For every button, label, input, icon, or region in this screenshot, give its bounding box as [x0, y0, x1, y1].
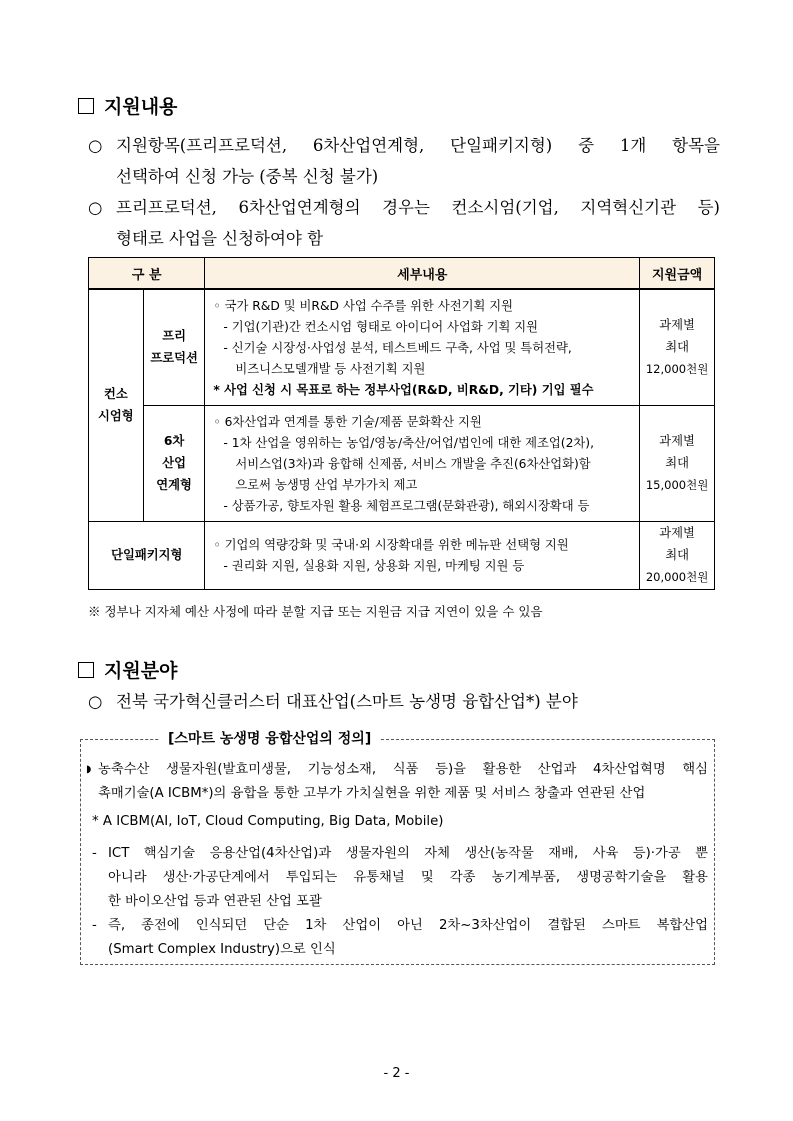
- bullet-paragraph: [88, 686, 720, 717]
- dash-bullet: -: [92, 918, 97, 933]
- checkbox-square-icon: [78, 98, 94, 114]
- header-category: 구 분: [89, 258, 205, 290]
- section-heading-support-content: [78, 92, 177, 119]
- detail-line: ◦ 6차산업과 연계를 통한 기술/제품 문화확산 지원: [213, 414, 482, 429]
- circle-bullet-icon: ○: [88, 692, 103, 711]
- definition-item: [86, 758, 708, 806]
- single-package-amount: [640, 521, 715, 589]
- label-line: 시엄형: [98, 409, 134, 424]
- detail-line: - 권리화 지원, 실용화 지원, 상용화 지원, 마케팅 지원 등: [223, 559, 525, 573]
- section-heading-support-field: [78, 656, 177, 683]
- support-table: [88, 257, 715, 590]
- detail-line: - 기업(기관)간 컨소시엄 형태로 아이디어 사업화 기획 지원: [223, 319, 539, 334]
- amount-line: 15,000천원: [645, 478, 709, 492]
- page-number: - 2 -: [383, 1066, 410, 1081]
- label-line: 6차: [163, 434, 185, 448]
- paragraph-line: 형태로 사업을 신청하여야 함: [116, 229, 324, 248]
- dash-bullet: -: [92, 846, 97, 861]
- preproduction-label: [143, 289, 205, 405]
- detail-line: - 신기술 시장성·사업성 분석, 테스트베드 구축, 사업 및 특허전략,: [223, 340, 572, 355]
- detail-line: ◦ 기업의 역량강화 및 국내·외 시장확대를 위한 메뉴판 선택형 지원: [213, 538, 569, 552]
- label-line: 프리: [162, 329, 186, 344]
- half-circle-bullet-icon: ◗: [86, 764, 92, 775]
- label-line: 프로덕션: [150, 351, 198, 366]
- consortium-label: [89, 289, 144, 521]
- amount-line: 20,000천원: [645, 570, 709, 584]
- definition-line: * A ICBM(AI, IoT, Cloud Computing, Big Data, Mobile): [92, 814, 444, 829]
- detail-line: 으로써 농생명 산업 부가가치 제고: [235, 477, 418, 492]
- amount-line: 과제별: [659, 434, 695, 448]
- label-line: 컨소: [103, 387, 128, 402]
- definition-title: [스마트 농생명 융합산업의 정의]: [160, 728, 379, 748]
- paragraph-line: 프리프로덕션, 6차산업연계형의 경우는 컨소시엄(기업, 지역혁신기관 등): [116, 198, 720, 217]
- definition-line: 촉매기술(A ICBM*)의 융합을 통한 고부가 가치실현을 위한 제품 및 서비스 창출과 연관된 산업: [98, 786, 646, 801]
- header-details: 세부내용: [205, 258, 640, 290]
- bullet-paragraph: [88, 130, 720, 192]
- detail-line: ◦ 국가 R&D 및 비R&D 사업 수주를 위한 사전기획 지원: [213, 298, 513, 313]
- detail-line: 비즈니스모델개발 등 사전기획 지원: [235, 361, 426, 376]
- section-title: 지원분야: [104, 660, 178, 682]
- detail-line: - 상품가공, 향토자원 활용 체험프로그램(문화관광), 해외시장확대 등: [223, 498, 590, 513]
- definition-line: 한 바이오산업 등과 연관된 산업 포괄: [108, 894, 322, 909]
- sixth-industry-amount: [640, 405, 715, 521]
- single-package-details: [205, 521, 640, 589]
- table-row-single-package: [89, 521, 715, 589]
- section-title: 지원내용: [104, 96, 178, 118]
- amount-line: 과제별: [659, 318, 695, 333]
- header-amount: 지원금액: [640, 258, 715, 290]
- sixth-industry-details: [205, 405, 640, 521]
- definition-line: 아니라 생산·가공단계에서 투입되는 유통채널 및 각종 농기계부품, 생명공학기술을 활용: [108, 870, 708, 885]
- amount-line: 최대: [665, 340, 689, 355]
- label-line: 산업: [162, 456, 186, 470]
- amount-line: 최대: [665, 548, 689, 562]
- definition-line: ICT 핵심기술 응용산업(4차산업)과 생물자원의 자체 생산(농작물 재배, 사육 등)·가공 뿐: [108, 846, 708, 861]
- table-row-preproduction: [89, 289, 715, 405]
- table-row-sixth-industry: [89, 405, 715, 521]
- bullet-paragraph: [88, 192, 720, 254]
- single-package-label: 단일패키지형: [89, 521, 205, 589]
- circle-bullet-icon: ○: [88, 136, 103, 155]
- preproduction-details: [205, 289, 640, 405]
- detail-line: 서비스업(3차)과 융합해 신제품, 서비스 개발을 추진(6차산업화)함: [235, 456, 591, 471]
- amount-line: 최대: [665, 456, 689, 470]
- definition-item: [92, 810, 708, 834]
- sixth-industry-label: [143, 405, 205, 521]
- amount-line: 12,000천원: [645, 362, 709, 377]
- preproduction-amount: [640, 289, 715, 405]
- table-header-row: [89, 258, 715, 290]
- label-line: 연계형: [156, 478, 192, 492]
- paragraph-line: 선택하여 신청 가능 (중복 신청 불가): [116, 167, 379, 186]
- circle-bullet-icon: ○: [88, 198, 103, 217]
- definition-line: 즉, 종전에 인식되던 단순 1차 산업이 아닌 2차~3차산업이 결합된 스마트 복합산업: [108, 918, 708, 933]
- table-footnote: ※ 정부나 지자체 예산 사정에 따라 분할 지급 또는 지원금 지급 지연이 있을 수 있음: [88, 604, 543, 619]
- definition-item: [92, 842, 708, 914]
- detail-line: - 1차 산업을 영위하는 농업/영농/축산/어업/법인에 대한 제조업(2차),: [223, 435, 595, 450]
- paragraph-line: 전북 국가혁신클러스터 대표산업(스마트 농생명 융합산업*) 분야: [116, 692, 578, 711]
- definition-line: 농축수산 생물자원(발효미생물, 기능성소재, 식품 등)을 활용한 산업과 4차산업혁명 핵심: [98, 762, 708, 777]
- definition-line: (Smart Complex Industry)으로 인식: [108, 942, 336, 957]
- amount-line: 과제별: [659, 526, 695, 540]
- definition-item: [92, 914, 708, 962]
- detail-line: * 사업 신청 시 목표로 하는 정부사업(R&D, 비R&D, 기타) 기입 필수: [213, 382, 594, 397]
- checkbox-square-icon: [78, 662, 94, 678]
- paragraph-line: 지원항목(프리프로덕션, 6차산업연계형, 단일패키지형) 중 1개 항목을: [116, 136, 720, 155]
